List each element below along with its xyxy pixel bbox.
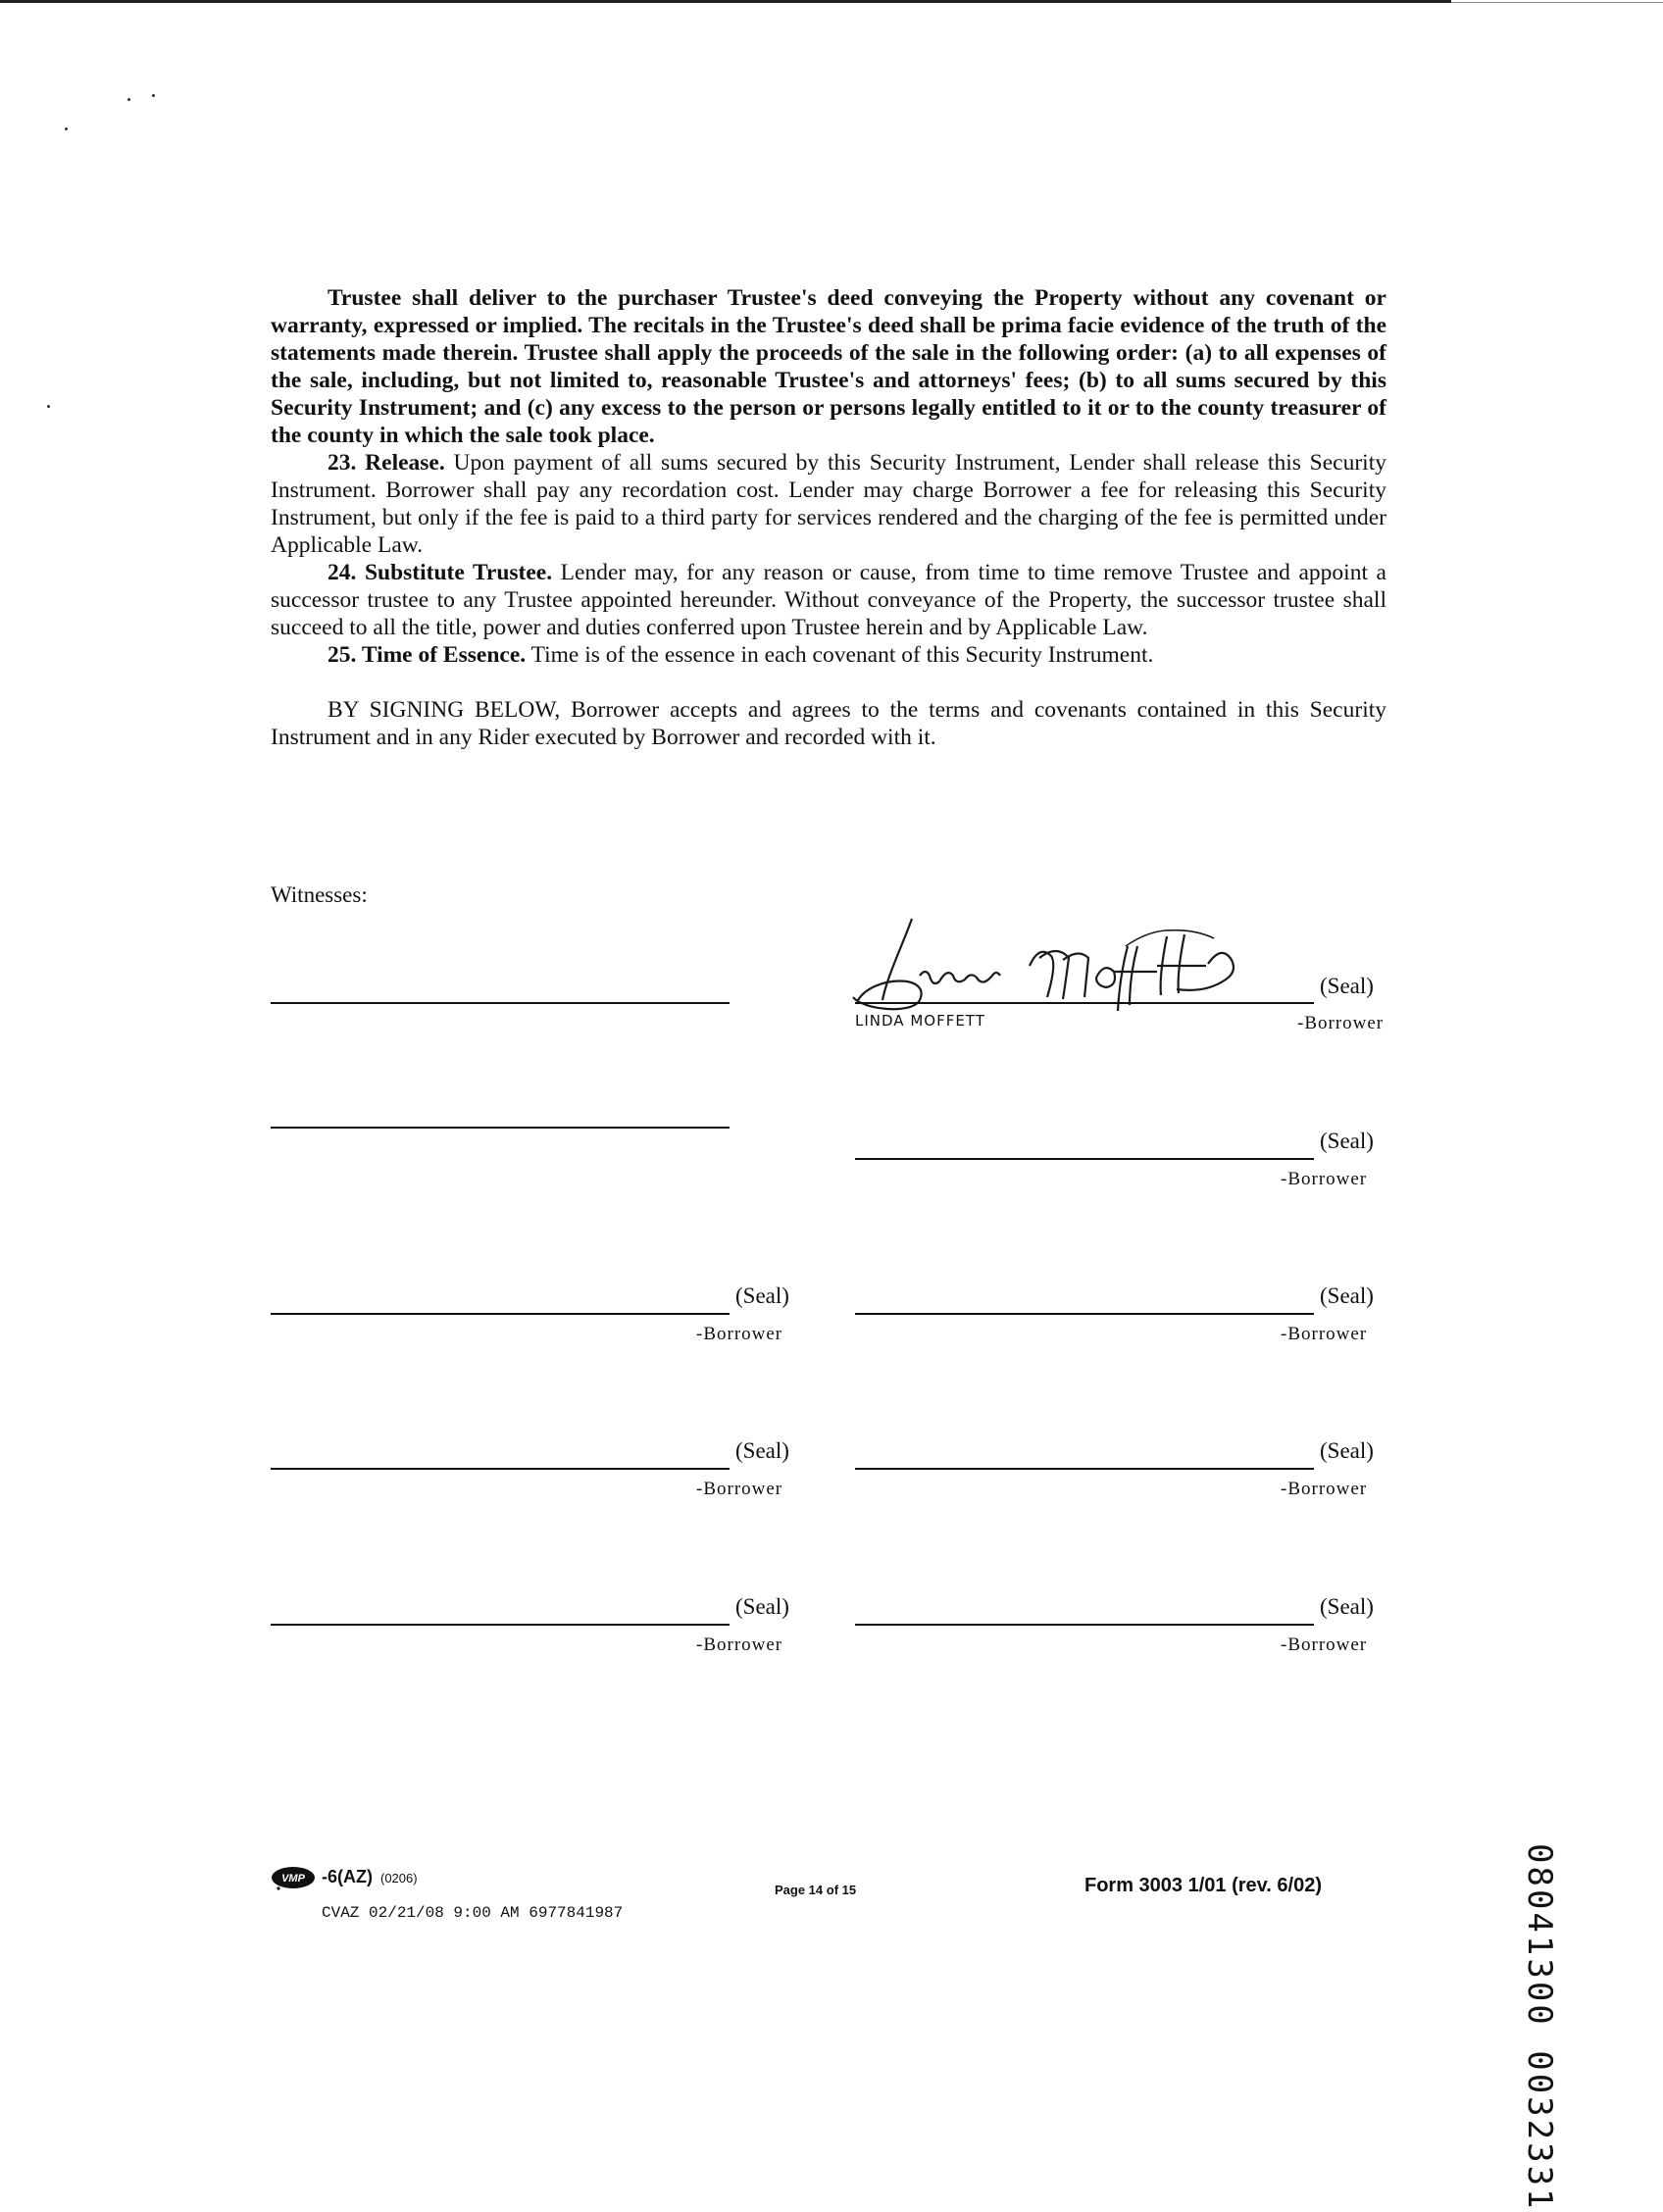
form-code-main: -6(AZ): [322, 1867, 373, 1886]
borrower-label-3: -Borrower: [696, 1324, 783, 1344]
seal-label-7: (Seal): [735, 1594, 789, 1619]
borrower-line-8[interactable]: [855, 1624, 1314, 1626]
section-24-text: Lender may, for any reason or cause, from time to time remove Trustee and appoint a successor trustee to any Trustee appointed hereunder. Without conveyance of the Property, the successor trustee shall succeed to all the title, power and duties conferred upon Trustee herein and by Applicable Law.: [271, 560, 1386, 640]
borrower-label-5: -Borrower: [696, 1479, 783, 1499]
section-25-time-of-essence: [271, 641, 1386, 669]
borrower-line-2[interactable]: [855, 1158, 1314, 1160]
signing-statement: BY SIGNING BELOW, Borrower accepts and agrees to the terms and covenants contained in this Security Instrument and in any Rider executed by Borrower and recorded with it.: [271, 697, 1386, 750]
borrower-line-1[interactable]: [855, 1002, 1314, 1004]
borrower-line-3[interactable]: [271, 1313, 730, 1315]
section-24-heading: 24. Substitute Trustee.: [328, 560, 553, 585]
document-print-stamp: CVAZ 02/21/08 9:00 AM 6977841987: [322, 1904, 624, 1922]
borrower-label-1: -Borrower: [1297, 1013, 1385, 1033]
scan-speck: [127, 98, 130, 101]
section-25-text: Time is of the essence in each covenant of this Security Instrument.: [526, 642, 1154, 668]
borrower-label-4: -Borrower: [1281, 1324, 1368, 1344]
paragraph-trustee-deed: Trustee shall deliver to the purchaser Trustee's deed conveying the Property without any covenant or warranty, expressed or implied. The recitals in the Trustee's deed shall be prima facie evidence of the truth of the statements made therein. Trustee shall apply the proceeds of the sale in the following order: (a) to all expenses of the sale, including, but not limited to, reasonable Trustee's and attorneys' fees; (b) to all sums secured by this Security Instrument; and (c) any excess to the person or persons legally entitled to it or to the county treasurer of the county in which the sale took place.: [271, 285, 1386, 448]
seal-label-2: (Seal): [1320, 1129, 1374, 1153]
scan-speck: [152, 94, 155, 97]
borrower-label-8: -Borrower: [1281, 1634, 1368, 1655]
section-24-substitute-trustee: [271, 559, 1386, 641]
witnesses-label: Witnesses:: [271, 882, 368, 907]
svg-text:VMP: VMP: [281, 1873, 305, 1885]
seal-label-4: (Seal): [1320, 1283, 1374, 1308]
page-number: Page 14 of 15: [775, 1883, 857, 1897]
scan-speck: [47, 405, 50, 408]
scan-speck: [65, 127, 68, 130]
scan-top-edge-faint: [1451, 2, 1663, 3]
borrower-label-6: -Borrower: [1281, 1479, 1368, 1499]
seal-label-1: (Seal): [1320, 974, 1374, 998]
seal-label-3: (Seal): [735, 1283, 789, 1308]
borrower-label-7: -Borrower: [696, 1634, 783, 1655]
borrower-line-6[interactable]: [855, 1468, 1314, 1470]
seal-label-6: (Seal): [1320, 1438, 1374, 1463]
signer-name: LINDA MOFFETT: [855, 1012, 985, 1030]
section-23-text: Upon payment of all sums secured by this Security Instrument, Lender shall release this Security Instrument. Borrower shall pay any recordation cost. Lender may charge Borrower a fee for releasing this Security Instrument, but only if the fee is paid to a third party for services rendered and the charging of the fee is permitted under Applicable Law.: [271, 450, 1386, 558]
seal-label-5: (Seal): [735, 1438, 789, 1463]
borrower-line-4[interactable]: [855, 1313, 1314, 1315]
recording-number-stamp: 08041300 0032331: [1520, 1843, 1559, 2212]
section-23-release: [271, 449, 1386, 559]
handwritten-signature: [843, 907, 1294, 1015]
form-number: Form 3003 1/01 (rev. 6/02): [1084, 1875, 1322, 1896]
section-23-heading: 23. Release.: [328, 450, 445, 476]
section-25-heading: 25. Time of Essence.: [328, 642, 527, 668]
document-body: [271, 284, 1386, 751]
witness-line-1[interactable]: [271, 1002, 730, 1004]
seal-label-8: (Seal): [1320, 1594, 1374, 1619]
form-code-small: (0206): [380, 1871, 418, 1885]
form-code: [322, 1867, 418, 1887]
borrower-line-7[interactable]: [271, 1624, 730, 1626]
borrower-label-2: -Borrower: [1281, 1169, 1368, 1189]
witness-line-2[interactable]: [271, 1127, 730, 1129]
borrower-line-5[interactable]: [271, 1468, 730, 1470]
vmp-logo-icon: [271, 1865, 316, 1890]
scan-top-edge: [0, 0, 1451, 3]
